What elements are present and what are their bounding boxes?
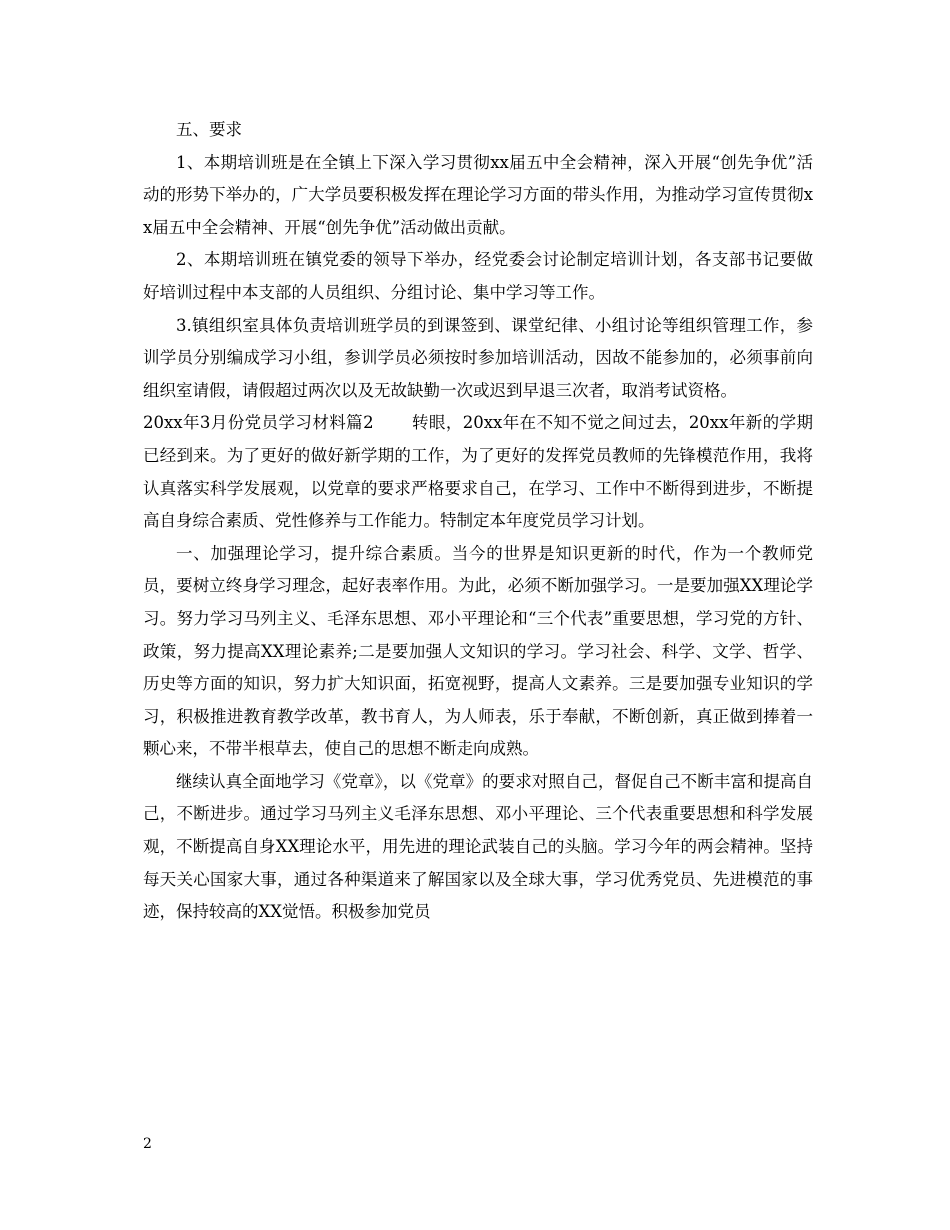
paragraph: 2、本期培训班在镇党委的领导下举办，经党委会讨论制定培训计划，各支部书记要做好培训过程中本支部的人员组织、分组讨论、集中学习等工作。 [143, 250, 813, 302]
paragraph: 3.镇组织室具体负责培训班学员的到课签到、课堂纪律、小组讨论等组织管理工作，参训学员分别编成学习小组，参训学员必须按时参加培训活动，因故不能参加的，必须事前向组织室请假，请假超过两次以及无故缺勤一次或迟到早退三次者，取消考试资格。 [143, 315, 813, 400]
paragraph: 1、本期培训班是在全镇上下深入学习贯彻xx届五中全会精神，深入开展“创先争优”活动的形势下举办的，广大学员要积极发挥在理论学习方面的带头作用，为推动学习宣传贯彻xx届五中全会精神、开展“创先争优”活动做出贡献。 [143, 152, 813, 237]
article-intro-text: 转眼，20xx年在不知不觉之间过去，20xx年新的学期已经到来。为了更好的做好新学期的工作，为了更好的发挥党员教师的先锋模范作用，我将认真落实科学发展观，以党章的要求严格要求自己，在学习、工作中不断得到进步，不断提高自身综合素质、党性修养与工作能力。特制定本年度党员学习计划。 [143, 413, 813, 531]
paragraph: 一、加强理论学习，提升综合素质。当今的世界是知识更新的时代，作为一个教师党员，要树立终身学习理念，起好表率作用。为此，必须不断加强学习。一是要加强XX理论学习。努力学习马列主义、毛泽东思想、邓小平理论和“三个代表”重要思想，学习党的方针、政策，努力提高XX理论素养;二是要加强人文知识的学习。学习社会、科学、文学、哲学、历史等方面的知识，努力扩大知识面，拓宽视野，提高人文素养。三是要加强专业知识的学习，积极推进教育教学改革，教书育人，为人师表，乐于奉献，不断创新，真正做到捧着一颗心来，不带半根草去，使自己的思想不断走向成熟。 [143, 543, 813, 759]
section-heading: 五、要求 [176, 120, 242, 139]
article-title: 20xx年3月份党员学习材料篇2 [143, 413, 374, 433]
page-number: 2 [143, 1136, 152, 1152]
article-paragraph [143, 407, 813, 537]
paragraph: 继续认真全面地学习《党章》，以《党章》的要求对照自己，督促自己不断丰富和提高自己，不断进步。通过学习马列主义毛泽东思想、邓小平理论、三个代表重要思想和科学发展观，不断提高自身XX理论水平，用先进的理论武装自己的头脑。学习今年的两会精神。坚持每天关心国家大事，通过各种渠道来了解国家以及全球大事，学习优秀党员、先进模范的事迹，保持较高的XX觉悟。积极参加党员 [143, 771, 813, 922]
document-body [143, 114, 813, 929]
